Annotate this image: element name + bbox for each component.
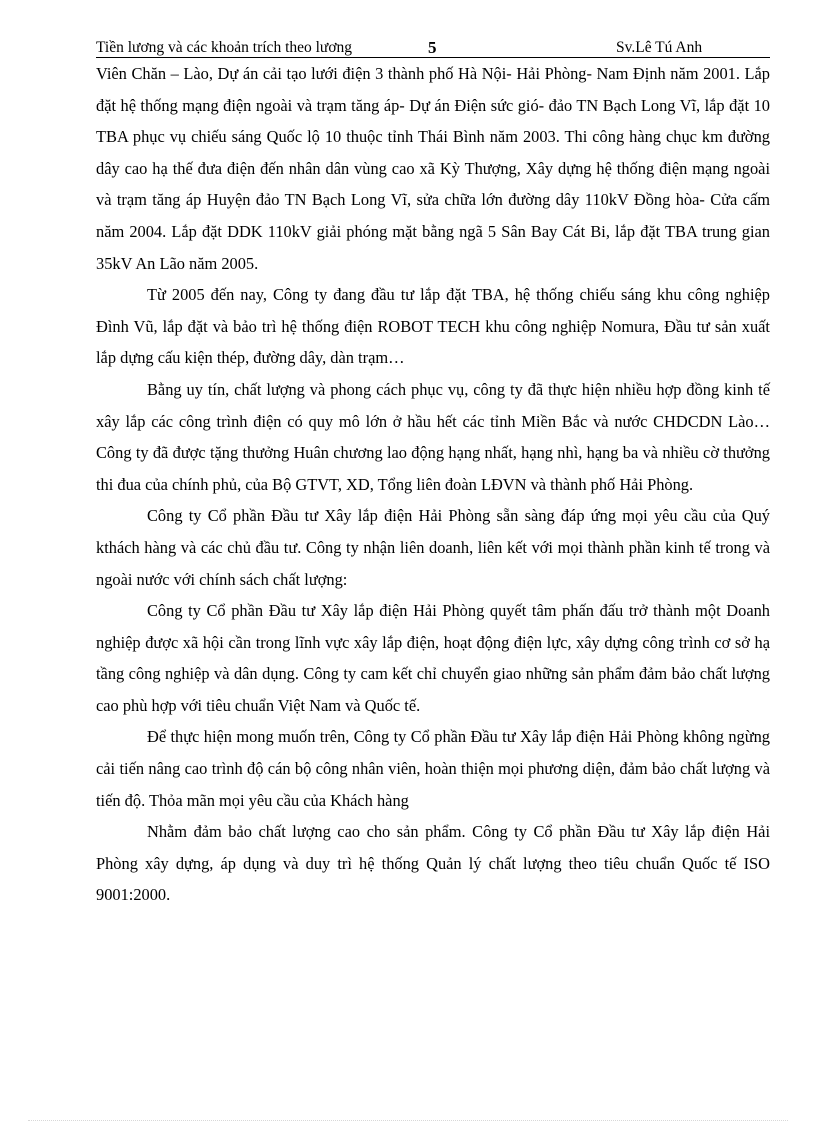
header-title: Tiền lương và các khoản trích theo lương (96, 39, 353, 56)
page-number: 5 (428, 38, 437, 57)
header-author: Sv.Lê Tú Anh (616, 39, 703, 56)
paragraph: Bằng uy tín, chất lượng và phong cách phục vụ, công ty đã thực hiện nhiều hợp đồng kinh tế xây lắp các công trình điện có quy mô lớn ở hầu hết các tỉnh Miền Bắc và nước CHDCDN Lào… Công ty đã được tặng thưởng Huân chương lao động hạng nhất, hạng nhì, hạng ba và nhiều cờ thưởng thi đua của chính phủ, của Bộ GTVT, XD, Tổng liên đoàn LĐVN và thành phố Hải Phòng. (96, 379, 770, 494)
paragraph: Công ty Cổ phần Đầu tư Xây lắp điện Hải Phòng sẵn sàng đáp ứng mọi yêu cầu của Quý kthách hàng và các chủ đầu tư. Công ty nhận liên doanh, liên kết với mọi thành phần kinh tế trong và ngoài nước với chính sách chất lượng: (96, 506, 770, 589)
document-page (96, 34, 770, 911)
paragraph: Công ty Cổ phần Đầu tư Xây lắp điện Hải Phòng quyết tâm phấn đấu trở thành một Doanh nghiệp được xã hội cần trong lĩnh vực xây lắp điện, hoạt động điện lực, xây dựng công trình cơ sở hạ tầng công nghiệp và dân dụng. Công ty cam kết chỉ chuyển giao những sản phẩm đảm bảo chất lượng cao phù hợp với tiêu chuẩn Việt Nam và Quốc tế. (96, 601, 770, 715)
paragraph: Để thực hiện mong muốn trên, Công ty Cổ phần Đầu tư Xây lắp điện Hải Phòng không ngừng cải tiến nâng cao trình độ cán bộ công nhân viên, hoàn thiện mọi phương diện, đảm bảo chất lượng và tiến độ. Thỏa mãn mọi yêu cầu của Khách hàng (96, 727, 770, 810)
page-bottom-divider (28, 1120, 788, 1121)
paragraph: Từ 2005 đến nay, Công ty đang đầu tư lắp đặt TBA, hệ thống chiếu sáng khu công nghiệp Đình Vũ, lắp đặt và bảo trì hệ thống điện ROBOT TECH khu công nghiệp Nomura, Đầu tư sản xuất lắp dựng cấu kiện thép, đường dây, dàn trạm… (96, 285, 770, 368)
document-body (96, 58, 770, 911)
paragraph-continued: Viên Chăn – Lào, Dự án cải tạo lưới điện 3 thành phố Hà Nội- Hải Phòng- Nam Định năm 2001. Lắp đặt hệ thống mạng điện ngoài và trạm tăng áp- Dự án Điện sức gió- đảo TN Bạch Long Vĩ, lắp đặt 10 TBA phục vụ chiếu sáng Quốc lộ 10 thuộc tỉnh Thái Bình năm 2003. Thi công hàng chục km đường dây cao hạ thế đưa điện đến nhân dân vùng cao xã Kỳ Thượng, Xây dựng hệ thống điện mạng ngoài và trạm tăng áp Huyện đảo TN Bạch Long Vĩ, sửa chữa lớn đường dây 110kV Đồng hòa- Cửa cấm năm 2004. Lắp đặt DDK 110kV giải phóng mặt bằng ngã 5 Sân Bay Cát Bi, lắp đặt TBA trung gian 35kV An Lão năm 2005. (96, 64, 770, 273)
page-header (96, 34, 770, 58)
paragraph: Nhằm đảm bảo chất lượng cao cho sản phẩm. Công ty Cổ phần Đầu tư Xây lắp điện Hải Phòng xây dựng, áp dụng và duy trì hệ thống Quản lý chất lượng theo tiêu chuẩn Quốc tế ISO 9001:2000. (96, 822, 770, 905)
